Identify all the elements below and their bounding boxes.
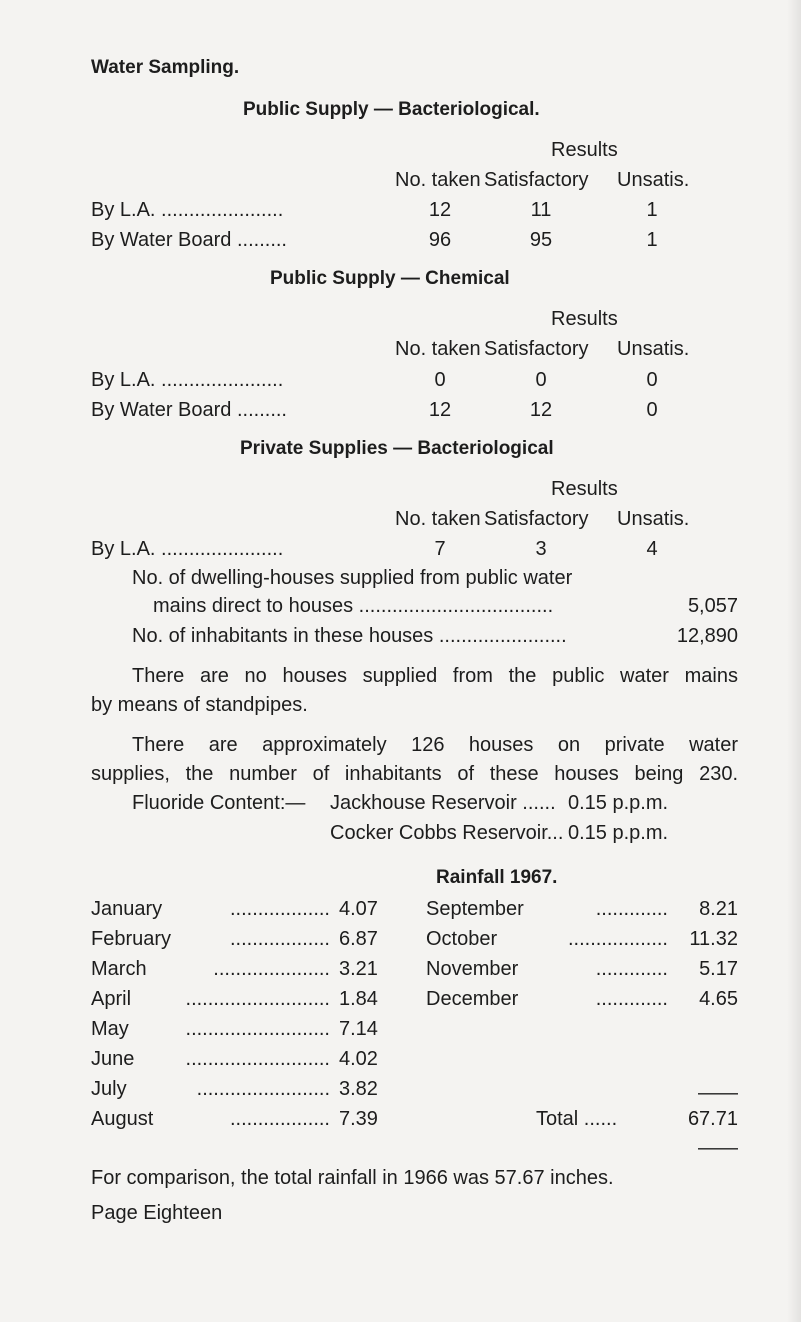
- rainfall-month: September: [426, 898, 524, 920]
- col-header-taken: No. taken: [395, 338, 481, 360]
- dwellings-line: No. of dwelling-houses supplied from public water: [132, 567, 573, 589]
- rainfall-leader-dots: ..................: [229, 928, 330, 950]
- inhabitants-line: No. of inhabitants in these houses .......................: [132, 625, 567, 647]
- rainfall-leader-dots: ..................: [229, 898, 330, 920]
- inhabitants-value: 12,890: [676, 625, 738, 647]
- rainfall-value: 6.87: [339, 928, 378, 950]
- reservoir-value: 0.15 p.p.m.: [568, 792, 669, 814]
- paragraph-line: There are no houses supplied from the public water mains: [132, 665, 738, 687]
- col-header-satisfactory: Satisfactory: [484, 338, 589, 360]
- row-label: By L.A. ......................: [91, 538, 284, 560]
- rainfall-value: 7.14: [339, 1018, 378, 1040]
- rainfall-month: January: [91, 898, 163, 920]
- col-header-unsatis: Unsatis.: [617, 508, 690, 530]
- row-satisfactory: 12: [529, 399, 553, 421]
- reservoir-name: Cocker Cobbs Reservoir...: [330, 822, 564, 844]
- dwellings-value: 5,057: [687, 595, 738, 617]
- row-satisfactory: 95: [529, 229, 553, 251]
- page-footer: Page Eighteen: [91, 1202, 223, 1224]
- rainfall-leader-dots: ..........................: [185, 1048, 330, 1070]
- rainfall-month: March: [91, 958, 147, 980]
- row-satisfactory: 0: [535, 369, 547, 391]
- col-header-satisfactory: Satisfactory: [484, 169, 589, 191]
- rainfall-month: August: [91, 1108, 154, 1130]
- row-unsatis: 4: [646, 538, 658, 560]
- col-header-unsatis: Unsatis.: [617, 169, 690, 191]
- page-edge-shadow: [787, 0, 801, 1322]
- row-satisfactory: 3: [535, 538, 547, 560]
- rainfall-leader-dots: ..........................: [185, 988, 330, 1010]
- rainfall-value: 4.65: [699, 988, 738, 1010]
- row-unsatis: 1: [646, 229, 658, 251]
- row-unsatis: 0: [646, 369, 658, 391]
- rainfall-month: December: [426, 988, 519, 1010]
- row-label: By Water Board .........: [91, 399, 287, 421]
- table-heading: Public Supply — Chemical: [270, 268, 510, 289]
- row-taken: 96: [428, 229, 452, 251]
- rainfall-leader-dots: .............: [595, 988, 668, 1010]
- rainfall-value: 1.84: [339, 988, 378, 1010]
- total-label: Total ......: [536, 1108, 618, 1130]
- dwellings-line: mains direct to houses ...................................: [153, 595, 554, 617]
- col-header-satisfactory: Satisfactory: [484, 508, 589, 530]
- paragraph-line: supplies, the number of inhabitants of these houses being 230.: [91, 763, 738, 785]
- row-taken: 0: [434, 369, 446, 391]
- total-rule: ——: [698, 1082, 738, 1104]
- rainfall-value: 4.07: [339, 898, 378, 920]
- row-unsatis: 0: [646, 399, 658, 421]
- rainfall-value: 4.02: [339, 1048, 378, 1070]
- rainfall-month: April: [91, 988, 132, 1010]
- row-taken: 12: [428, 399, 452, 421]
- rainfall-leader-dots: .............: [595, 958, 668, 980]
- rainfall-heading: Rainfall 1967.: [436, 867, 558, 888]
- row-taken: 7: [434, 538, 446, 560]
- rainfall-value: 8.21: [699, 898, 738, 920]
- col-header-taken: No. taken: [395, 169, 481, 191]
- rainfall-leader-dots: ........................: [196, 1078, 330, 1100]
- reservoir-value: 0.15 p.p.m.: [568, 822, 669, 844]
- row-taken: 12: [428, 199, 452, 221]
- rainfall-month: July: [91, 1078, 127, 1100]
- table-heading: Public Supply — Bacteriological.: [243, 99, 540, 120]
- paragraph-line: by means of standpipes.: [91, 694, 308, 716]
- comparison-text: For comparison, the total rainfall in 1966 was 57.67 inches.: [91, 1167, 614, 1189]
- rainfall-leader-dots: ..................: [229, 1108, 330, 1130]
- row-label: By L.A. ......................: [91, 199, 284, 221]
- table-heading: Private Supplies — Bacteriological: [240, 438, 554, 459]
- rainfall-month: February: [91, 928, 172, 950]
- rainfall-leader-dots: ..........................: [185, 1018, 330, 1040]
- fluoride-label: Fluoride Content:—: [132, 792, 306, 814]
- rainfall-value: 3.82: [339, 1078, 378, 1100]
- rainfall-month: November: [426, 958, 519, 980]
- results-label: Results: [551, 308, 618, 330]
- row-unsatis: 1: [646, 199, 658, 221]
- rainfall-month: June: [91, 1048, 135, 1070]
- col-header-taken: No. taken: [395, 508, 481, 530]
- rainfall-value: 7.39: [339, 1108, 378, 1130]
- rainfall-value: 11.32: [689, 928, 738, 950]
- rainfall-leader-dots: .............: [595, 898, 668, 920]
- row-label: By L.A. ......................: [91, 369, 284, 391]
- col-header-unsatis: Unsatis.: [617, 338, 690, 360]
- rainfall-value: 3.21: [339, 958, 378, 980]
- reservoir-name: Jackhouse Reservoir ......: [330, 792, 556, 814]
- rainfall-leader-dots: .....................: [213, 958, 330, 980]
- rainfall-month: October: [426, 928, 498, 950]
- row-satisfactory: 11: [530, 199, 552, 221]
- rainfall-leader-dots: ..................: [567, 928, 668, 950]
- total-value: 67.71: [687, 1108, 738, 1130]
- results-label: Results: [551, 478, 618, 500]
- rainfall-month: May: [91, 1018, 129, 1040]
- total-underline: ——: [698, 1137, 738, 1159]
- results-label: Results: [551, 139, 618, 161]
- rainfall-value: 5.17: [699, 958, 738, 980]
- page-title: Water Sampling.: [91, 57, 240, 78]
- row-label: By Water Board .........: [91, 229, 287, 251]
- paragraph-line: There are approximately 126 houses on private water: [132, 734, 738, 756]
